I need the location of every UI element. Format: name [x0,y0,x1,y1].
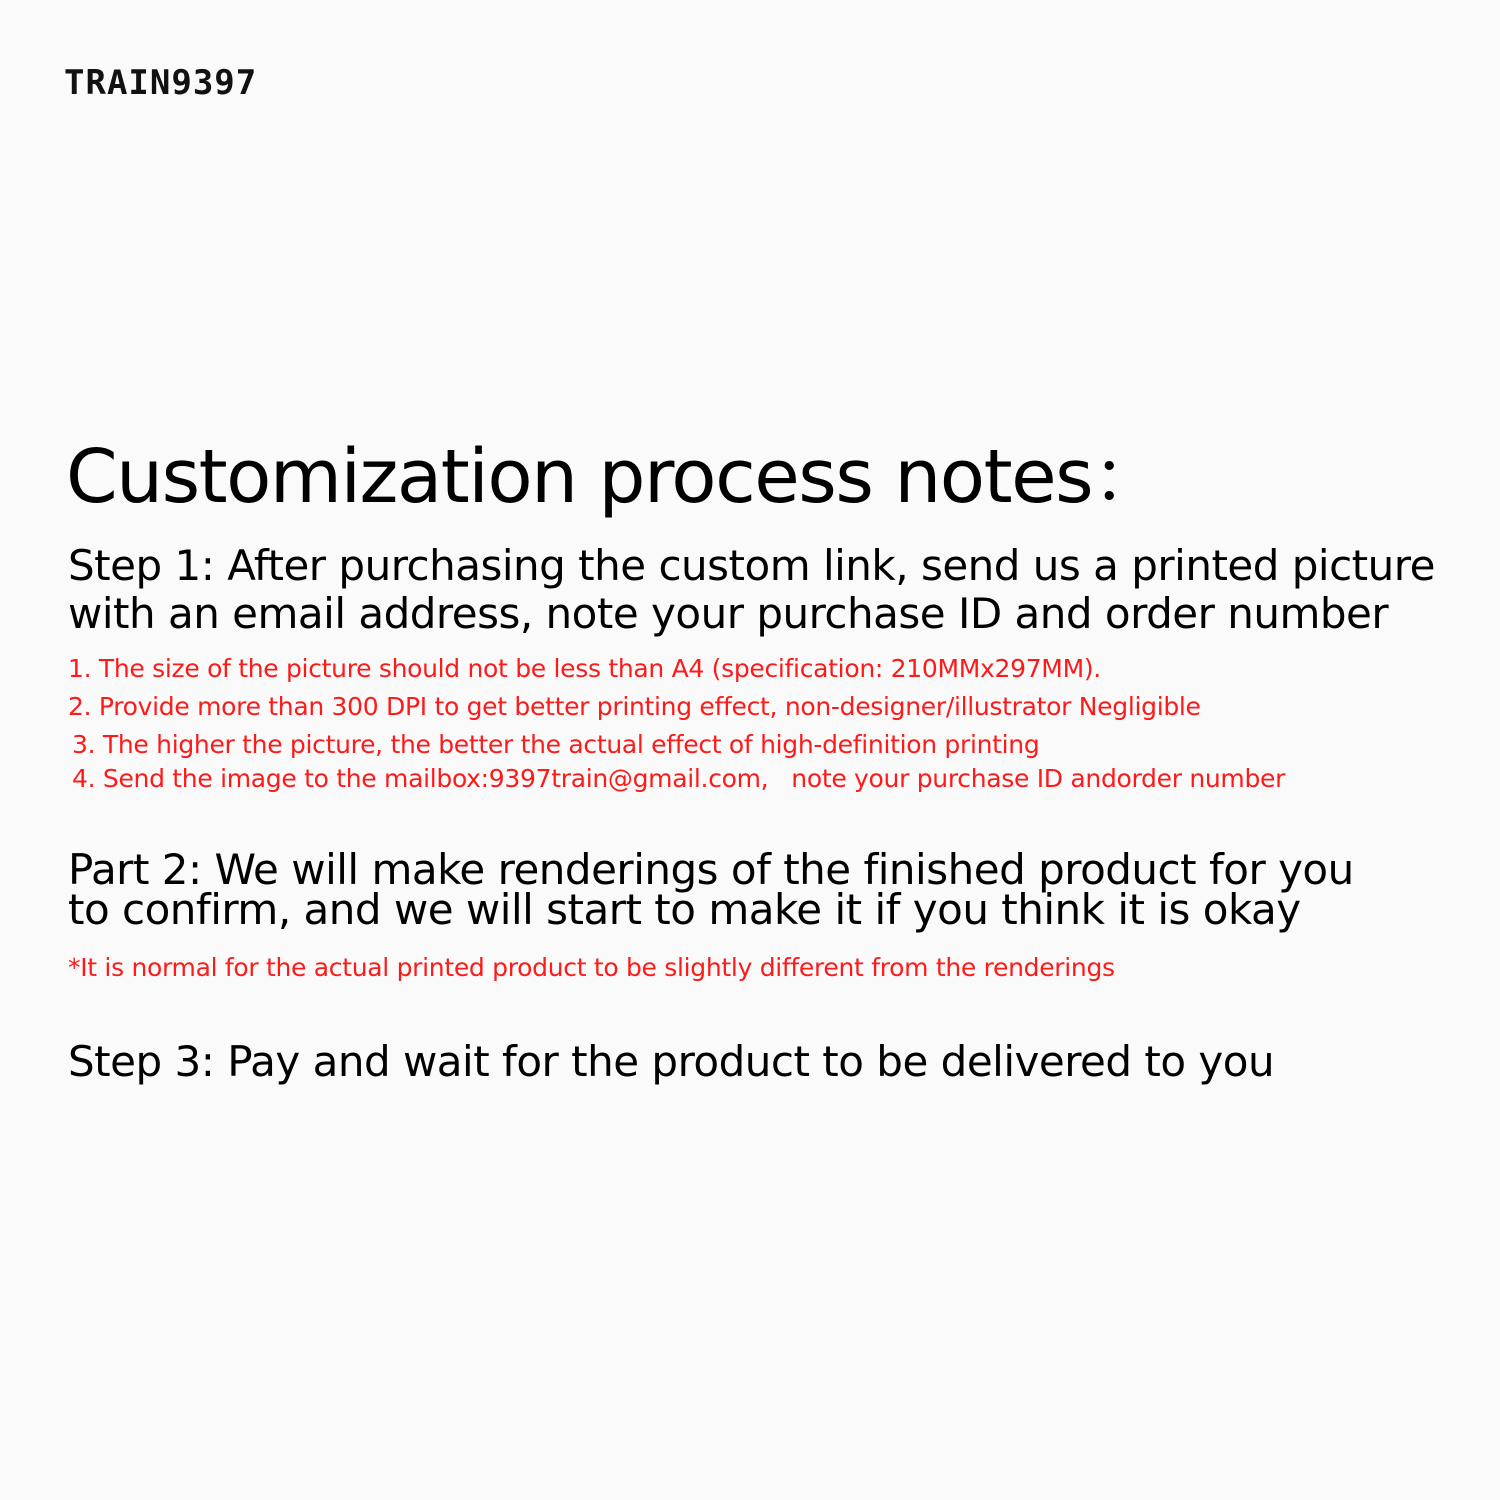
step-3-text [68,1038,1274,1086]
step-1-line-1: Step 1: After purchasing the custom link, send us a printed picture [68,541,1435,590]
step-2-line-1: Part 2: We will make renderings of the finished product for you [68,845,1354,894]
step-1-note-1: 1. The size of the picture should not be less than A4 (specification: 210MMx297MM). [68,654,1101,683]
step-2-text [68,845,1354,934]
step-1-note-3: 3. The higher the picture, the better the actual effect of high-definition printing [72,730,1040,759]
step-1-note-4: 4. Send the image to the mailbox:9397train@gmail.com, note your purchase ID andorder number [72,764,1286,793]
step-1-text [68,542,1435,638]
step-1-note-2: 2. Provide more than 300 DPI to get better printing effect, non-designer/illustrator Negligible [68,692,1201,721]
page-title: Customization process notes： [66,434,1165,520]
step-3-line-1: Step 3: Pay and wait for the product to be delivered to you [68,1037,1275,1086]
brand-logo: TRAIN9397 [64,63,258,103]
step-2-note: *It is normal for the actual printed product to be slightly different from the renderings [68,953,1115,982]
step-1-line-2: with an email address, note your purchase ID and order number [68,589,1389,638]
step-2-line-2: to confirm, and we will start to make it if you think it is okay [68,885,1301,934]
